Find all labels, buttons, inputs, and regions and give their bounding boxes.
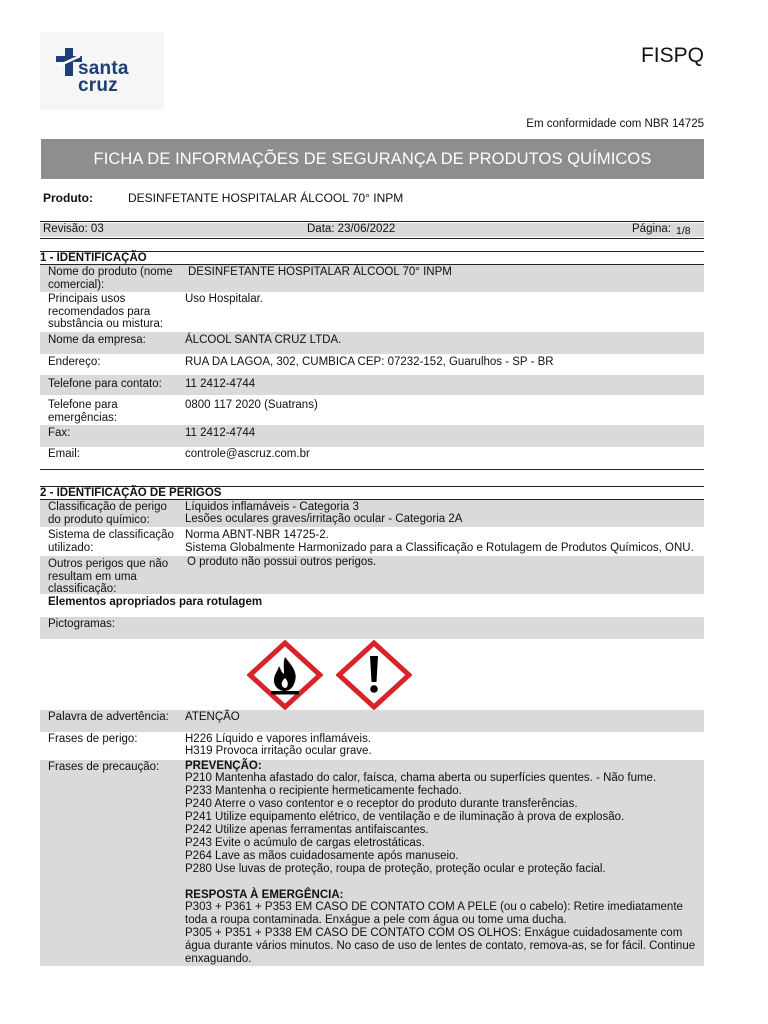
logo-line1: santa (78, 58, 129, 79)
precaution-statement: P242 Utilize apenas ferramentas antifaiscantes. (185, 824, 429, 836)
precaution-statement: P243 Evite o acúmulo de cargas eletrostáticas. (185, 837, 425, 849)
field-label: Palavra de advertência: (48, 711, 169, 723)
revision-date: Data: 23/06/2022 (307, 223, 396, 235)
labeling-elements-heading: Elementos apropriados para rotulagem (48, 596, 263, 608)
logo (78, 60, 129, 94)
hazard-statement: H319 Provoca irritação ocular grave. (185, 745, 372, 757)
field-value: DESINFETANTE HOSPITALAR ÁLCOOL 70° INPM (188, 266, 452, 278)
precaution-statement: P240 Aterre o vaso contentor e o receptor do produto durante transferências. (185, 798, 578, 810)
page-number: 1/8 (676, 225, 691, 237)
precaution-statement: P280 Use luvas de proteção, roupa de proteção, proteção ocular e proteção facial. (185, 863, 606, 875)
product-label: Produto: (43, 191, 93, 205)
field-value: ÁLCOOL SANTA CRUZ LTDA. (185, 334, 342, 346)
field-label: Frases de perigo: (48, 733, 138, 745)
divider (40, 469, 704, 470)
compliance-note: Em conformidade com NBR 14725 (526, 118, 704, 130)
field-label: Frases de precaução: (48, 761, 160, 773)
emergency-response-heading: RESPOSTA À EMERGÊNCIA: (185, 889, 344, 901)
field-value: Líquidos inflamáveis - Categoria 3 (185, 501, 359, 513)
logo-line2: cruz (78, 75, 118, 96)
signal-word: ATENÇÃO (185, 711, 240, 723)
response-statement: P305 + P351 + P338 EM CASO DE CONTATO COM OS OLHOS: Enxágue cuidadosamente com (185, 927, 683, 939)
section-1-title: 1 - IDENTIFICAÇÃO (40, 252, 147, 264)
field-label: Principais usos recomendados para substância ou mistura: (48, 293, 164, 330)
divider (40, 238, 704, 239)
field-label: Telefone para emergências: (48, 399, 118, 424)
field-value: Lesões oculares graves/irritação ocular - Categoria 2A (185, 513, 463, 525)
precaution-statement: P264 Lave as mãos cuidadosamente após manuseio. (185, 850, 459, 862)
field-value: controle@ascruz.com.br (185, 448, 310, 460)
response-statement: P303 + P361 + P353 EM CASO DE CONTATO COM A PELE (ou o cabelo): Retire imediatamente (185, 901, 683, 913)
field-value: Norma ABNT-NBR 14725-2. (185, 529, 329, 541)
revision-number: Revisão: 03 (43, 223, 104, 235)
field-value: RUA DA LAGOA, 302, CUMBICA CEP: 07232-152, Guarulhos - SP - BR (185, 356, 554, 368)
field-value: Sistema Globalmente Harmonizado para a Classificação e Rotulagem de Produtos Químicos, ONU. (185, 542, 694, 554)
exclamation-icon (336, 640, 412, 710)
response-statement: enxaguando. (185, 953, 252, 965)
prevention-heading: PREVENÇÃO: (185, 760, 262, 772)
precaution-statement: P241 Utilize equipamento elétrico, de ventilação e de iluminação à prova de explosão. (185, 811, 625, 823)
field-label: Pictogramas: (48, 618, 116, 630)
precaution-statement: P233 Mantenha o recipiente hermeticamente fechado. (185, 785, 462, 797)
flame-icon (247, 640, 323, 710)
title-banner: FICHA DE INFORMAÇÕES DE SEGURANÇA DE PRODUTOS QUÍMICOS (41, 139, 704, 179)
hazard-statement: H226 Líquido e vapores inflamáveis. (185, 733, 372, 745)
field-value: 11 2412-4744 (185, 427, 256, 439)
field-label: Outros perigos que não resultam em uma classificação: (48, 558, 169, 595)
precaution-statement: P210 Mantenha afastado do calor, faísca, chama aberta ou superfícies quentes. - Não fume. (185, 772, 657, 784)
field-label: Nome do produto (nome comercial): (48, 266, 173, 291)
response-statement: toda a roupa contaminada. Enxágue a pele com água ou tome uma ducha. (185, 914, 567, 926)
product-name: DESINFETANTE HOSPITALAR ÁLCOOL 70° INPM (128, 191, 404, 205)
field-value: O produto não possui outros perigos. (187, 556, 377, 568)
document-type: FISPQ (640, 44, 704, 67)
field-value: 11 2412-4744 (185, 378, 256, 390)
page-label: Página: (632, 223, 672, 235)
field-value: 0800 117 2020 (Suatrans) (185, 399, 318, 411)
field-label: Email: (48, 448, 80, 460)
field-value: Uso Hospitalar. (185, 293, 263, 305)
divider (40, 221, 704, 222)
field-label: Nome da empresa: (48, 334, 146, 346)
field-label: Sistema de classificação utilizado: (48, 529, 174, 554)
section-2-title: 2 - IDENTIFICAÇÃO DE PERIGOS (40, 487, 222, 499)
response-statement: água durante vários minutos. No caso de uso de lentes de contato, remova-as, se for fácil. Continue (185, 940, 696, 952)
field-label: Fax: (48, 427, 71, 439)
field-label: Endereço: (48, 356, 101, 368)
field-label: Telefone para contato: (48, 378, 162, 390)
field-label: Classificação de perigo do produto químico: (48, 501, 167, 526)
